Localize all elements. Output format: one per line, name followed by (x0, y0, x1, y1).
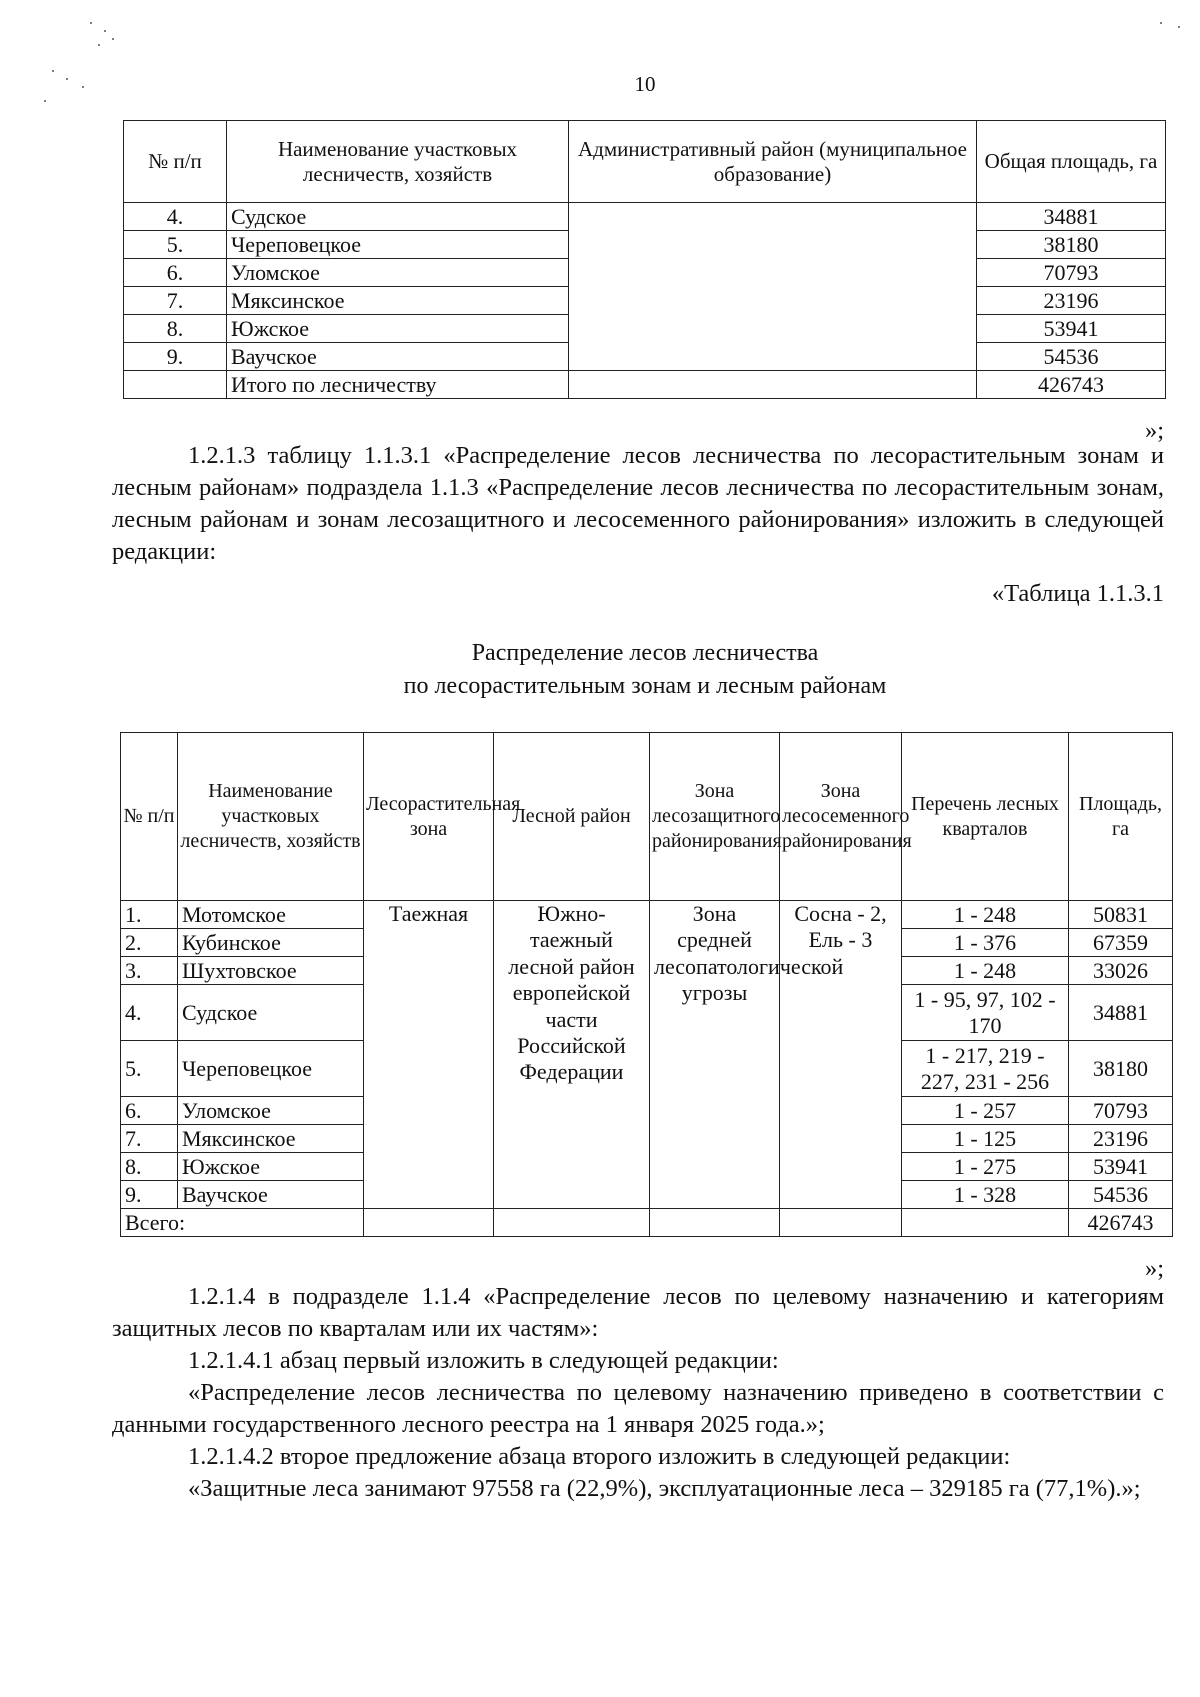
row-name: Южское (178, 1153, 364, 1181)
row-number: 8. (121, 1153, 178, 1181)
total-empty-cell (364, 1209, 494, 1237)
row-name: Ваучское (227, 343, 569, 371)
closing-quote: »; (1144, 1255, 1164, 1282)
row-quarters: 1 - 217, 219 - 227, 231 - 256 (902, 1041, 1069, 1097)
district-merged-cell (569, 203, 977, 371)
table-label: «Таблица 1.1.3.1 (991, 580, 1164, 607)
table-row (121, 901, 1173, 929)
zone-merged-cell: Таежная (364, 901, 494, 1209)
table-total-row (121, 1209, 1173, 1237)
col-seed-zone-header: Зона лесосеменного районирования (780, 733, 902, 901)
total-empty-cell (650, 1209, 780, 1237)
row-name: Судское (178, 985, 364, 1041)
row-area: 53941 (1069, 1153, 1173, 1181)
row-number: 7. (124, 287, 227, 315)
row-quarters: 1 - 95, 97, 102 - 170 (902, 985, 1069, 1041)
scan-speck (1160, 22, 1162, 24)
col-quarters-header: Перечень лесных кварталов (902, 733, 1069, 901)
scan-speck (44, 100, 46, 102)
row-number: 7. (121, 1125, 178, 1153)
table2-title-line2: по лесорастительным зонам и лесным районам (403, 673, 887, 699)
row-number: 3. (121, 957, 178, 985)
row-name: Шухтовское (178, 957, 364, 985)
row-number: 4. (121, 985, 178, 1041)
row-number: 5. (124, 231, 227, 259)
col-protect-zone-header: Зона лесозащитного районирования (650, 733, 780, 901)
row-area: 67359 (1069, 929, 1173, 957)
row-name: Уломское (178, 1097, 364, 1125)
total-empty-cell (780, 1209, 902, 1237)
row-area: 70793 (977, 259, 1166, 287)
scan-speck (1178, 26, 1180, 28)
paragraph-1-2-1-4: 1.2.1.4 в подразделе 1.1.4 «Распределение лесов по целевому назначению и категориям защитных лесов по кварталам или их частям»: (112, 1283, 1164, 1342)
row-name: Череповецкое (227, 231, 569, 259)
total-number-cell (124, 371, 227, 399)
table-total-row (124, 371, 1166, 399)
row-area: 34881 (1069, 985, 1173, 1041)
col-zone-header: Лесорастительная зона (364, 733, 494, 901)
row-name: Кубинское (178, 929, 364, 957)
row-number: 2. (121, 929, 178, 957)
total-district-cell (569, 371, 977, 399)
row-number: 9. (124, 343, 227, 371)
row-number: 4. (124, 203, 227, 231)
row-quarters: 1 - 248 (902, 957, 1069, 985)
row-name: Мяксинское (227, 287, 569, 315)
row-name: Ваучское (178, 1181, 364, 1209)
row-area: 54536 (977, 343, 1166, 371)
row-area: 38180 (1069, 1041, 1173, 1097)
table-row (124, 203, 1166, 231)
total-label: Итого по лесничеству (227, 371, 569, 399)
paragraph-1-2-1-4-2: 1.2.1.4.2 второе предложение абзаца второго изложить в следующей редакции: (188, 1443, 1011, 1470)
row-area: 23196 (1069, 1125, 1173, 1153)
total-area: 426743 (1069, 1209, 1173, 1237)
row-quarters: 1 - 125 (902, 1125, 1069, 1153)
col-area-header: Общая площадь, га (977, 121, 1166, 203)
row-quarters: 1 - 275 (902, 1153, 1069, 1181)
col-region-header: Лесной район (494, 733, 650, 901)
scan-speck (98, 44, 100, 46)
row-area: 38180 (977, 231, 1166, 259)
districts-table (123, 120, 1166, 399)
scan-speck (112, 38, 114, 40)
col-name-header: Наименование участковых лесничеств, хозяйств (227, 121, 569, 203)
total-label: Всего: (121, 1209, 364, 1237)
row-name: Судское (227, 203, 569, 231)
col-number-header: № п/п (124, 121, 227, 203)
col-name-header: Наименование участковых лесничеств, хозяйств (178, 733, 364, 901)
row-quarters: 1 - 376 (902, 929, 1069, 957)
row-name: Южское (227, 315, 569, 343)
row-number: 6. (121, 1097, 178, 1125)
row-quarters: 1 - 257 (902, 1097, 1069, 1125)
paragraph-quote-protective: «Защитные леса занимают 97558 га (22,9%), эксплуатационные леса – 329185 га (77,1%).»; (188, 1475, 1141, 1502)
paragraph-1-2-1-3: 1.2.1.3 таблицу 1.1.3.1 «Распределение лесов лесничества по лесорастительным зонам и лесным районам» подраздела 1.1.3 «Распределение лесов лесничества по лесорастительным зонам, лесным районам и зонам лесозащитного и лесосеменного районирования» изложить в следующей редакции: (112, 442, 1164, 565)
row-quarters: 1 - 248 (902, 901, 1069, 929)
row-area: 23196 (977, 287, 1166, 315)
row-name: Мяксинское (178, 1125, 364, 1153)
col-area-header: Площадь, га (1069, 733, 1173, 901)
row-number: 1. (121, 901, 178, 929)
row-area: 70793 (1069, 1097, 1173, 1125)
row-name: Череповецкое (178, 1041, 364, 1097)
row-area: 34881 (977, 203, 1166, 231)
scan-speck (104, 30, 106, 32)
page-number: 10 (634, 72, 656, 96)
total-area: 426743 (977, 371, 1166, 399)
scan-speck (90, 22, 92, 24)
forest-zones-table (120, 732, 1173, 1237)
row-number: 6. (124, 259, 227, 287)
table2-title-line1: Распределение лесов лесничества (471, 640, 819, 666)
row-quarters: 1 - 328 (902, 1181, 1069, 1209)
region-merged-cell: Южно-таежный лесной район европейской части Российской Федерации (494, 901, 650, 1209)
row-name: Уломское (227, 259, 569, 287)
row-number: 8. (124, 315, 227, 343)
row-area: 53941 (977, 315, 1166, 343)
row-area: 54536 (1069, 1181, 1173, 1209)
col-number-header: № п/п (121, 733, 178, 901)
seed-zone-merged-cell: Сосна - 2, Ель - 3 (780, 901, 902, 1209)
row-area: 50831 (1069, 901, 1173, 929)
table-header-row (121, 733, 1173, 901)
row-area: 33026 (1069, 957, 1173, 985)
paragraph-quote-distribution: «Распределение лесов лесничества по целевому назначению приведено в соответствии с данными государственного лесного реестра на 1 января 2025 года.»; (112, 1379, 1164, 1438)
paragraph-1-2-1-4-1: 1.2.1.4.1 абзац первый изложить в следующей редакции: (188, 1347, 779, 1374)
col-district-header: Административный район (муниципальное образование) (569, 121, 977, 203)
row-name: Мотомское (178, 901, 364, 929)
row-number: 9. (121, 1181, 178, 1209)
total-empty-cell (902, 1209, 1069, 1237)
table-header-row (124, 121, 1166, 203)
protect-zone-merged-cell: Зона средней лесопатологической угрозы (650, 901, 780, 1209)
row-number: 5. (121, 1041, 178, 1097)
total-empty-cell (494, 1209, 650, 1237)
closing-quote: »; (1144, 417, 1164, 444)
